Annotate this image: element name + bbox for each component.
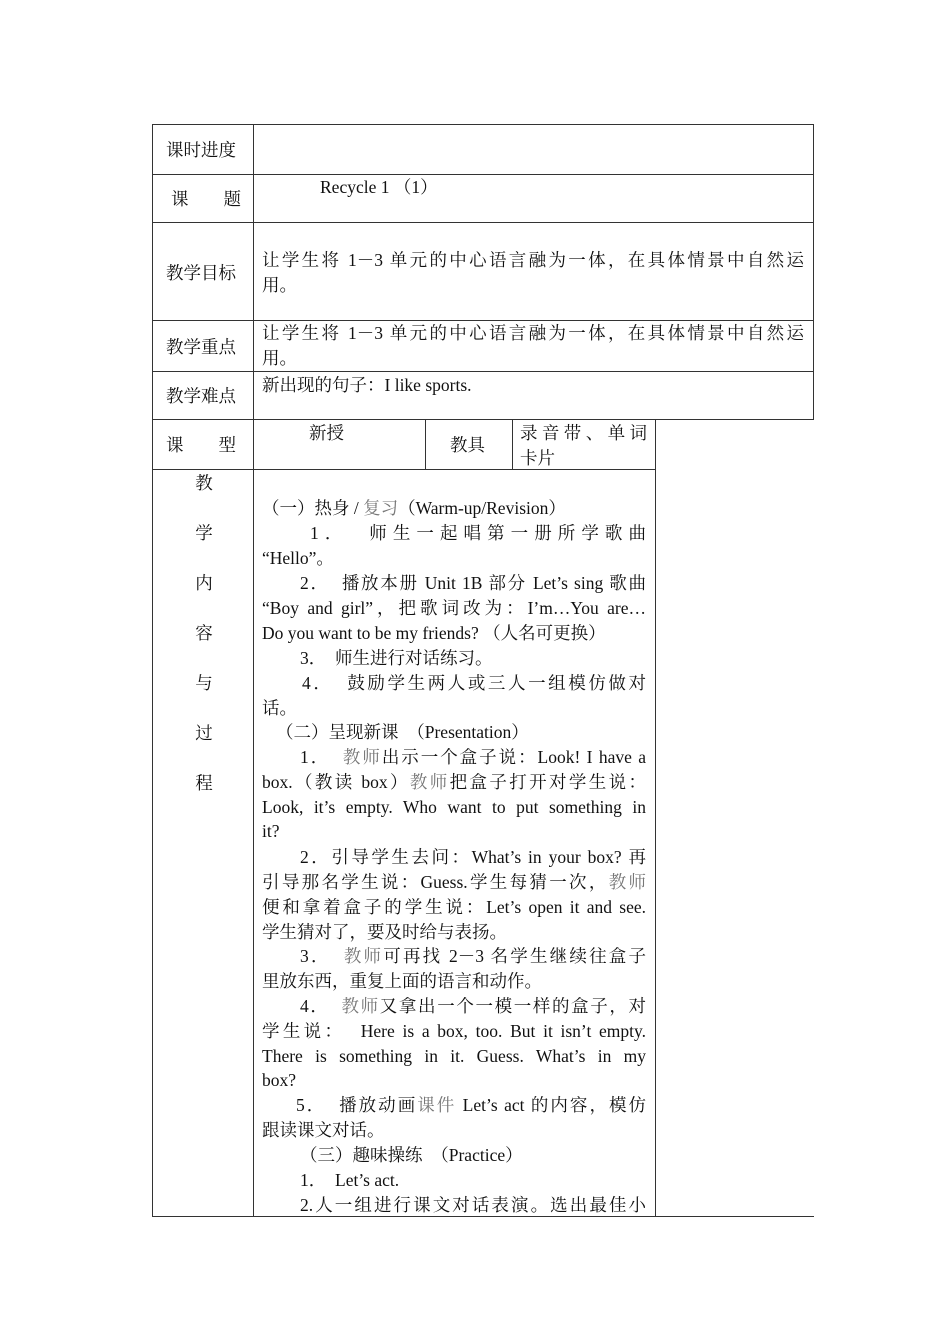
process-char: 与 — [195, 673, 213, 693]
tools-line-1: 录音带、单词 — [520, 423, 647, 443]
content-line: “Hello”。 — [262, 548, 334, 568]
content-line: 引导那名学生说：Guess.学生每猜一次，教师 — [262, 872, 647, 892]
table-border — [152, 174, 814, 175]
topic-value: Recycle 1 （1） — [320, 177, 438, 197]
process-char: 程 — [195, 773, 213, 793]
content-line: 话。 — [262, 698, 297, 718]
content-line: Look, it’s empty. Who want to put something in — [262, 797, 646, 817]
table-border — [253, 124, 254, 1217]
process-label — [155, 471, 253, 821]
content-line: 跟读课文对话。 — [262, 1120, 385, 1140]
table-border — [655, 419, 656, 1217]
key-label: 教学重点 — [166, 337, 236, 357]
table-border — [813, 124, 814, 420]
tools-line-2: 卡片 — [520, 448, 555, 468]
process-char: 教 — [195, 473, 213, 493]
content-line: it? — [262, 821, 280, 841]
content-line: 4． 教师又拿出一个一模一样的盒子，对 — [300, 996, 647, 1016]
process-char: 容 — [195, 623, 213, 643]
goal-label: 教学目标 — [166, 263, 236, 283]
process-char: 学 — [195, 523, 213, 543]
content-line: “Boy and girl”，把歌词改为：I’m…You are… — [262, 598, 646, 618]
table-border — [152, 124, 814, 125]
presentation-heading: （二）呈现新课 （Presentation） — [276, 722, 529, 742]
content-line: box.（教读 box）教师把盒子打开对学生说： — [262, 772, 646, 792]
warmup-heading: （一）热身 / 复习（Warm-up/Revision） — [262, 498, 566, 518]
content-line: Do you want to be my friends? （人名可更换） — [262, 623, 606, 643]
content-line: 5． 播放动画课件 Let’s act 的内容，模仿 — [296, 1095, 647, 1115]
table-border — [512, 419, 513, 470]
key-line-2: 用。 — [262, 348, 297, 368]
key-line-1: 让学生将 1－3 单元的中心语言融为一体，在具体情景中自然运 — [262, 323, 804, 343]
content-line: 1． 教师出示一个盒子说：Look! I have a — [300, 747, 646, 767]
content-line: 1． Let’s act. — [300, 1170, 400, 1190]
type-label: 课 型 — [166, 435, 236, 455]
table-border — [152, 469, 656, 470]
content-line: There is something in it. Guess. What’s in my — [262, 1046, 646, 1066]
table-border — [152, 124, 153, 1217]
content-line: 3． 教师可再找 2－3 名学生继续往盒子 — [300, 946, 647, 966]
table-border — [152, 419, 814, 420]
practice-heading: （三）趣味操练 （Practice） — [300, 1145, 523, 1165]
table-border — [425, 419, 426, 470]
progress-label: 课时进度 — [166, 140, 236, 160]
content-line: 2． 播放本册 Unit 1B 部分 Let’s sing 歌曲 — [300, 573, 646, 593]
process-char: 过 — [195, 723, 213, 743]
table-border — [152, 222, 814, 223]
goal-line-2: 用。 — [262, 275, 297, 295]
content-line: 2．引导学生去问：What’s in your box? 再 — [300, 847, 646, 867]
content-line: 学生猜对了，要及时给与表扬。 — [262, 922, 507, 942]
content-line: 2.人一组进行课文对话表演。选出最佳小 — [300, 1195, 646, 1215]
content-line: 3． 师生进行对话练习。 — [300, 648, 493, 668]
tools-label: 教具 — [450, 435, 485, 455]
content-line: box? — [262, 1070, 297, 1090]
table-border — [152, 371, 814, 372]
difficult-label: 教学难点 — [166, 386, 236, 406]
content-line: 4． 鼓励学生两人或三人一组模仿做对 — [302, 673, 646, 693]
content-line: 1． 师生一起唱第一册所学歌曲 — [310, 523, 646, 543]
type-value: 新授 — [309, 423, 344, 443]
difficult-value: 新出现的句子：I like sports. — [262, 375, 472, 395]
content-line: 便和拿着盒子的学生说：Let’s open it and see. — [262, 897, 646, 917]
content-line: 学生说： Here is a box, too. But it isn’t empty. — [262, 1021, 646, 1041]
topic-label: 课 题 — [171, 189, 241, 209]
content-line: 里放东西，重复上面的语言和动作。 — [262, 971, 542, 991]
process-char: 内 — [195, 573, 213, 593]
goal-line-1: 让学生将 1－3 单元的中心语言融为一体，在具体情景中自然运 — [262, 250, 804, 270]
